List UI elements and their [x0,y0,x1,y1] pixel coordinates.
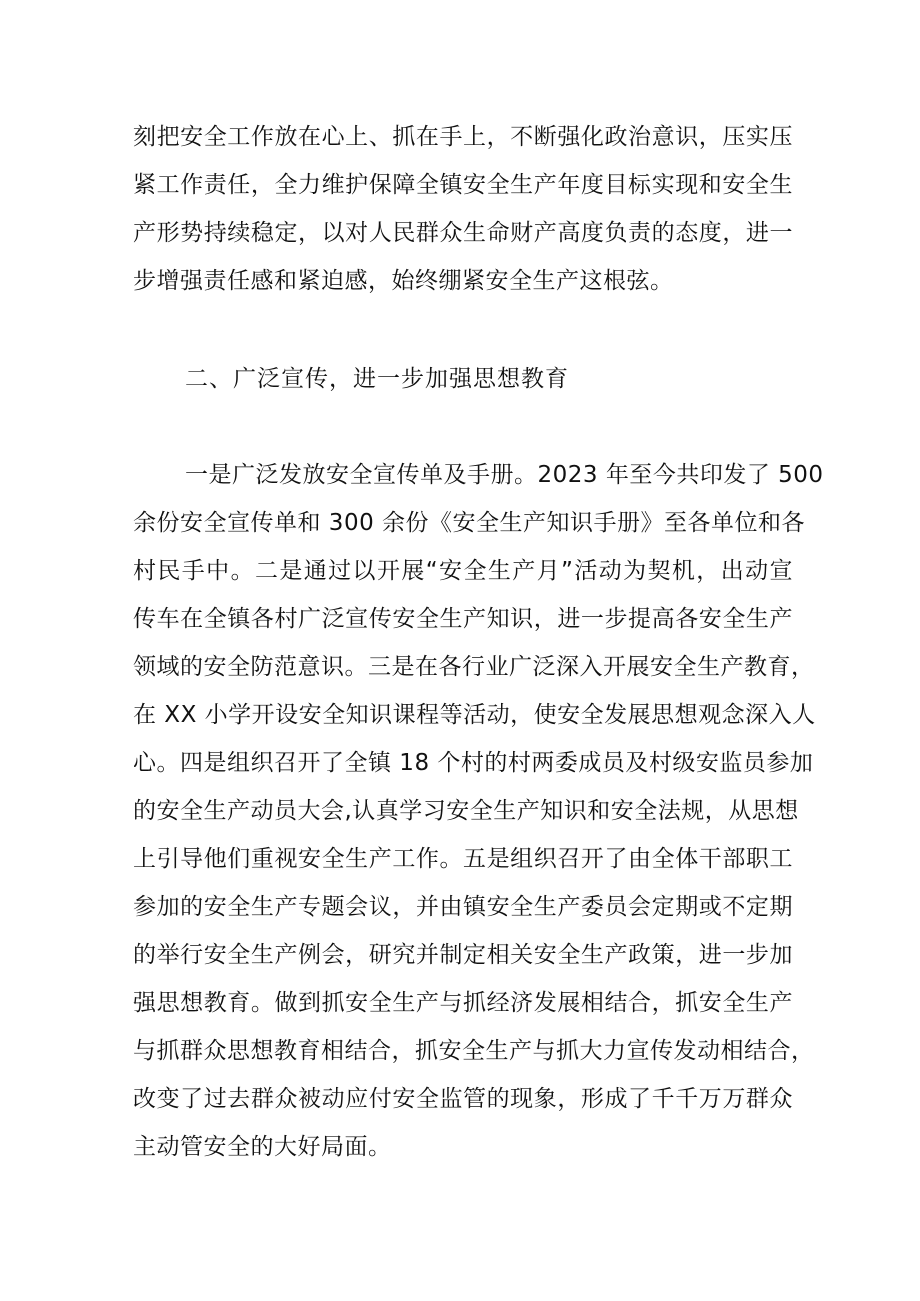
paragraph2-line: 一是广泛发放安全宣传单及手册。2023 年至今共印发了 500 [185,462,824,488]
paragraph1-line: 刻把安全工作放在心上、抓在手上，不断强化政治意识，压实压 [133,124,793,150]
paragraph2-line: 心。四是组织召开了全镇 18 个村的村两委成员及村级安监员参加 [133,750,814,776]
paragraph1-line: 紧工作责任，全力维护保障全镇安全生产年度目标实现和安全生 [133,172,793,198]
paragraph2-line: 上引导他们重视安全生产工作。五是组织召开了由全体干部职工 [133,846,793,872]
paragraph1-line: 产形势持续稳定，以对人民群众生命财产高度负责的态度，进一 [133,220,793,246]
paragraph2-line: 主动管安全的大好局面。 [133,1134,392,1160]
paragraph2-line: 与抓群众思想教育相结合，抓安全生产与抓大力宣传发动相结合， [133,1038,815,1064]
paragraph2-line: 的安全生产动员大会,认真学习安全生产知识和安全法规，从思想 [133,798,799,824]
paragraph2-line: 余份安全宣传单和 300 余份《安全生产知识手册》至各单位和各 [133,510,806,536]
paragraph2-line: 传车在全镇各村广泛宣传安全生产知识，进一步提高各安全生产 [133,606,793,632]
paragraph2-line: 改变了过去群众被动应付安全监管的现象，形成了千千万万群众 [133,1086,793,1112]
paragraph2-line: 参加的安全生产专题会议，并由镇安全生产委员会定期或不定期 [133,894,793,920]
section-heading: 二、广泛宣传，进一步加强思想教育 [185,366,569,392]
paragraph2-line: 的举行安全生产例会，研究并制定相关安全生产政策，进一步加 [133,942,793,968]
paragraph1-line: 步增强责任感和紧迫感，始终绷紧安全生产这根弦。 [133,268,674,294]
paragraph2-line: 村民手中。二是通过以开展“安全生产月”活动为契机，出动宣 [133,558,793,584]
paragraph2-line: 强思想教育。做到抓安全生产与抓经济发展相结合，抓安全生产 [133,990,793,1016]
paragraph2-line: 在 XX 小学开设安全知识课程等活动，使安全发展思想观念深入人 [133,702,816,728]
paragraph2-line: 领域的安全防范意识。三是在各行业广泛深入开展安全生产教育， [133,654,815,680]
